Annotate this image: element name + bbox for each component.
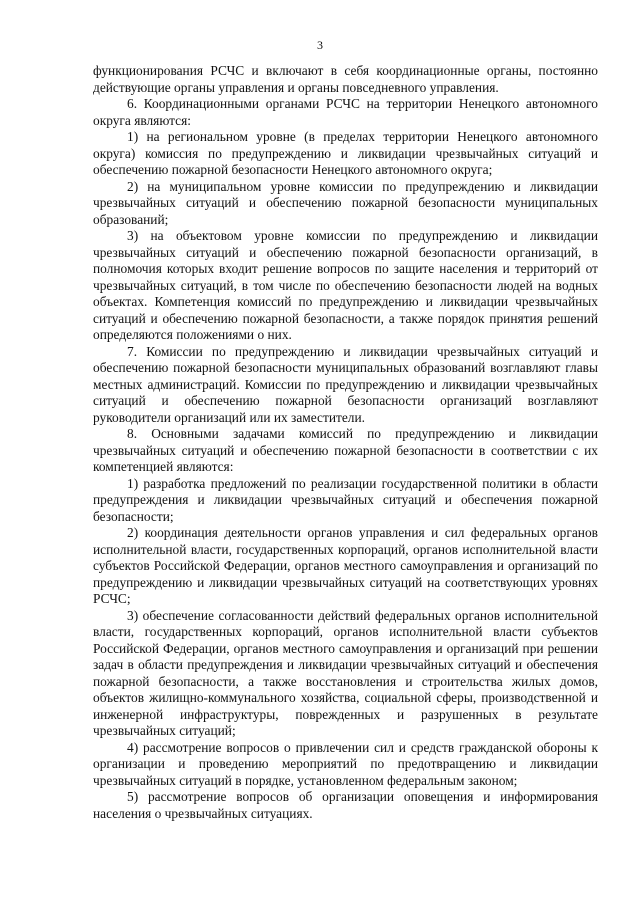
paragraph-8-subitem-2: 2) координация деятельности органов управления и сил федеральных органов исполнительной власти, государственных корпораций, органов исполнительной власти субъектов Российской Федерации, органов местного самоуправления и организаций по предупреждению и ликвидации чрезвычайных ситуаций на соответствующих уровнях РСЧС;: [93, 525, 598, 606]
paragraph-8-subitem-3: 3) обеспечение согласованности действий федеральных органов исполнительной власти, государственных корпораций, органов исполнительной власти субъектов Российской Федерации, органов местного самоуправления и организаций при решении задач в области предупреждения и ликвидации чрезвычайных ситуаций и обеспечения пожарной безопасности, а также восстановления и строительства жилых домов, объектов жилищно-коммунального хозяйства, социальной сферы, производственной и инженерной инфраструктуры, поврежденных и разрушенных в результате чрезвычайных ситуаций;: [93, 607, 598, 738]
paragraph-8-subitem-4: 4) рассмотрение вопросов о привлечении сил и средств гражданской обороны к организации и проведению мероприятий по предотвращению и ликвидации чрезвычайных ситуаций в порядке, установленном федеральным законом;: [93, 739, 598, 788]
document-body: [93, 63, 598, 822]
paragraph-6-subitem-3: 3) на объектовом уровне комиссии по предупреждению и ликвидации чрезвычайных ситуаций и обеспечению пожарной безопасности организаций, в полномочия которых входит решение вопросов по защите населения и территорий от чрезвычайных ситуаций, в том числе по обеспечению безопасности людей на водных объектах. Компетенция комиссий по предупреждению и ликвидации чрезвычайных ситуаций и обеспечению пожарной безопасности, а также порядок принятия решений определяются положениями о них.: [93, 228, 598, 342]
paragraph-item-6: 6. Координационными органами РСЧС на территории Ненецкого автономного округа являются:: [93, 96, 598, 128]
paragraph-continuation: функционирования РСЧС и включают в себя координационные органы, постоянно действующие органы управления и органы повседневного управления.: [93, 63, 598, 95]
page-number: 3: [317, 38, 323, 52]
paragraph-6-subitem-1: 1) на региональном уровне (в пределах территории Ненецкого автономного округа) комиссия по предупреждению и ликвидации чрезвычайных ситуаций и обеспечению пожарной безопасности Ненецкого автономного округа;: [93, 129, 598, 177]
paragraph-item-7: 7. Комиссии по предупреждению и ликвидации чрезвычайных ситуаций и обеспечению пожарной безопасности муниципальных образований возглавляют главы местных администраций. Комиссии по предупреждению и ликвидации чрезвычайных ситуаций и обеспечению пожарной безопасности организаций возглавляют руководители организаций или их заместители.: [93, 343, 598, 425]
paragraph-6-subitem-2: 2) на муниципальном уровне комиссии по предупреждению и ликвидации чрезвычайных ситуаций и обеспечению пожарной безопасности муниципальных образований;: [93, 178, 598, 227]
paragraph-8-subitem-5: 5) рассмотрение вопросов об организации оповещения и информирования населения о чрезвычайных ситуациях.: [93, 789, 598, 821]
paragraph-item-8: 8. Основными задачами комиссий по предупреждению и ликвидации чрезвычайных ситуаций и обеспечению пожарной безопасности в соответствии с их компетенцией являются:: [93, 426, 598, 474]
paragraph-8-subitem-1: 1) разработка предложений по реализации государственной политики в области предупреждения и ликвидации чрезвычайных ситуаций и обеспечения пожарной безопасности;: [93, 475, 598, 524]
